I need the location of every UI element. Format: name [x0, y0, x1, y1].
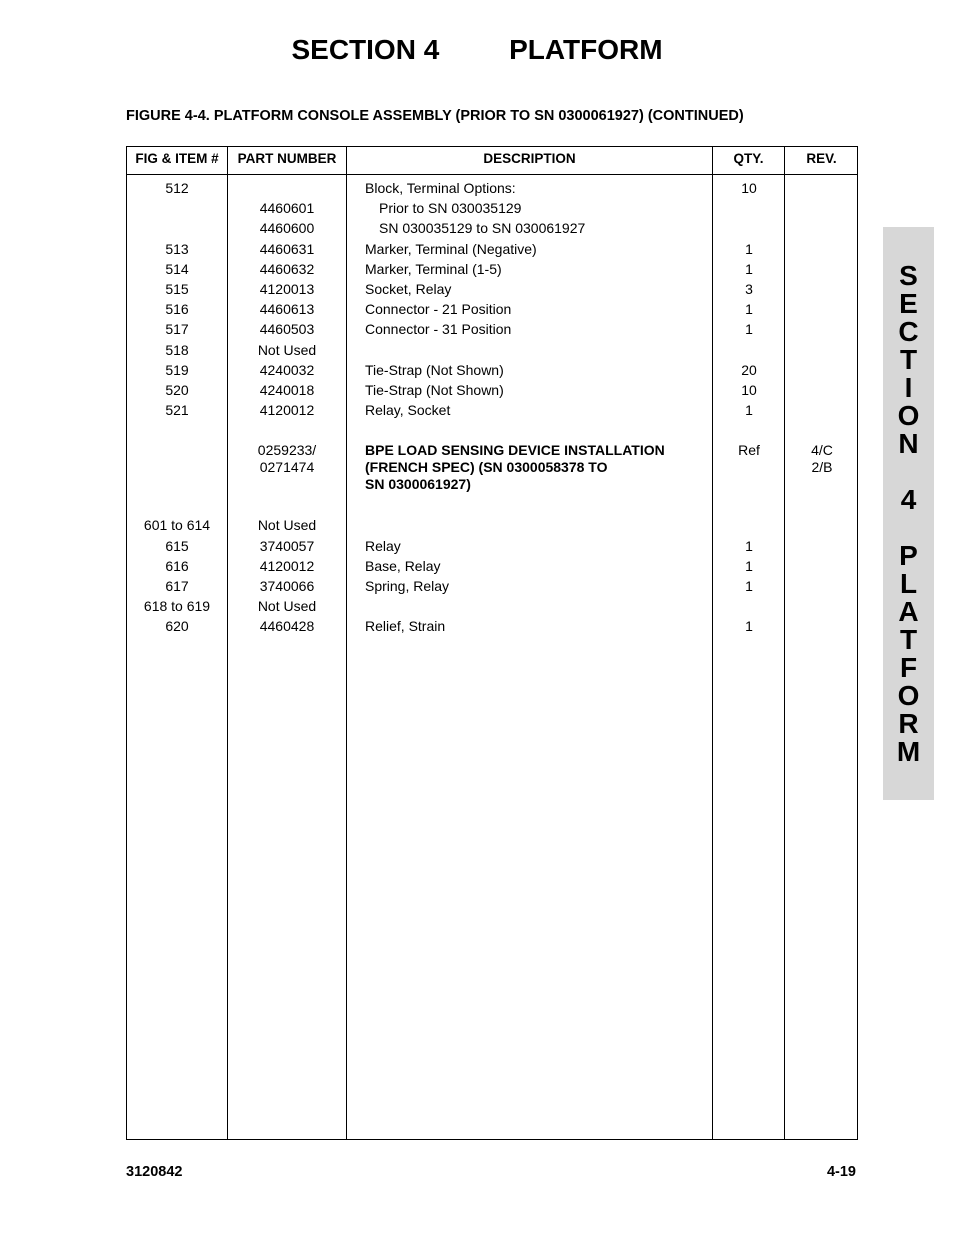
fig-item-cell: 519 — [165, 361, 189, 378]
part-number-cell: 4460631 — [259, 240, 315, 257]
fig-item-cell: 601 to 614 — [143, 517, 211, 534]
table-row — [127, 194, 857, 217]
part-number-line: 0259233/ — [257, 442, 317, 459]
fig-item-cell: 520 — [165, 381, 189, 398]
table-header — [127, 147, 857, 175]
part-number-cell — [228, 442, 346, 475]
table-row — [127, 532, 857, 552]
part-number-line: 0271474 — [259, 459, 315, 476]
side-tab-gap — [883, 458, 934, 486]
table-row — [127, 174, 857, 194]
table-row — [127, 214, 857, 237]
part-number-cell: 4460503 — [259, 321, 315, 338]
description-cell: Connector - 31 Position — [365, 321, 512, 338]
header-qty: QTY. — [733, 151, 764, 166]
qty-cell: 20 — [741, 361, 757, 378]
table-row — [127, 396, 857, 419]
fig-item-cell: 616 — [165, 557, 189, 574]
side-tab-letters — [883, 262, 934, 766]
side-tab-letter: E — [899, 288, 918, 319]
fig-item-cell: 617 — [165, 578, 189, 594]
description-cell: Prior to SN 030035129 — [379, 200, 522, 217]
side-tab-letter: L — [899, 568, 918, 599]
fig-item-cell: 518 — [165, 341, 189, 358]
table-row — [127, 295, 857, 318]
parts-table — [126, 146, 858, 1140]
figure-title: FIGURE 4-4. PLATFORM CONSOLE ASSEMBLY (PRIOR TO SN 0300061927) (CONTINUED) — [126, 108, 744, 124]
qty-cell: Ref — [738, 442, 760, 459]
part-number-cell: 4120012 — [259, 557, 315, 574]
assembly-description-cell — [365, 442, 665, 492]
qty-cell: 1 — [745, 537, 753, 554]
table-row — [127, 552, 857, 572]
description-cell: Marker, Terminal (Negative) — [365, 240, 537, 257]
assembly-description-line: BPE LOAD SENSING DEVICE INSTALLATION — [365, 442, 665, 459]
description-cell: Relay — [365, 537, 401, 554]
table-row — [127, 592, 857, 615]
qty-cell: 3 — [745, 280, 753, 297]
qty-cell: 1 — [745, 402, 753, 419]
page-header — [0, 34, 954, 66]
side-tab-letter: P — [899, 540, 918, 571]
description-cell: Marker, Terminal (1-5) — [365, 260, 502, 277]
qty-cell: 1 — [745, 321, 753, 338]
description-cell: Spring, Relay — [365, 578, 450, 594]
part-number-cell: Not Used — [257, 341, 317, 358]
part-number-cell: 4240018 — [259, 381, 315, 398]
qty-cell: 10 — [741, 381, 757, 398]
side-tab-letter: R — [898, 708, 919, 739]
table-row — [127, 356, 857, 376]
table-row — [127, 315, 857, 338]
table-row — [127, 572, 857, 592]
header-part-number: PART NUMBER — [237, 151, 337, 166]
side-tab-gap — [883, 514, 934, 542]
side-tab-letter: S — [899, 260, 918, 291]
side-tab-letter: M — [896, 736, 921, 767]
table-row — [127, 336, 857, 356]
part-number-cell: Not Used — [257, 517, 317, 534]
header-rev: REV. — [806, 151, 837, 166]
side-tab-letter: I — [904, 372, 913, 403]
description-cell: Base, Relay — [365, 557, 441, 574]
side-tab-letter: O — [897, 680, 920, 711]
qty-cell: 1 — [745, 240, 753, 257]
side-tab-letter: T — [899, 624, 918, 655]
part-number-cell: 3740066 — [259, 578, 315, 594]
rev-line: 4/C — [811, 442, 833, 459]
assembly-description-line: (FRENCH SPEC) (SN 0300058378 TO — [365, 459, 608, 476]
part-number-cell: 4120012 — [259, 402, 315, 419]
assembly-description-line: SN 0300061927) — [365, 475, 471, 492]
description-cell: SN 030035129 to SN 030061927 — [379, 220, 586, 237]
fig-item-cell: 618 to 619 — [143, 598, 211, 615]
fig-item-cell: 521 — [165, 402, 189, 419]
qty-cell: 1 — [745, 260, 753, 277]
table-row — [127, 376, 857, 396]
side-tab-letter: F — [899, 652, 918, 683]
table-row — [127, 275, 857, 295]
fig-item-cell: 513 — [165, 240, 189, 257]
part-number-cell: 4460428 — [259, 618, 315, 635]
description-cell: Connector - 21 Position — [365, 301, 512, 318]
qty-cell: 1 — [745, 301, 753, 318]
table-row — [127, 255, 857, 275]
section-number: SECTION 4 — [291, 34, 440, 65]
description-cell: Tie-Strap (Not Shown) — [365, 361, 504, 378]
part-number-cell: 4460613 — [259, 301, 315, 318]
side-tab-letter: C — [898, 316, 919, 347]
table-body — [127, 174, 857, 633]
fig-item-cell: 620 — [165, 618, 189, 635]
qty-cell: 1 — [745, 578, 753, 594]
description-cell: Relay, Socket — [365, 402, 451, 419]
side-tab-letter: 4 — [900, 484, 917, 515]
fig-item-cell: 514 — [165, 260, 189, 277]
table-row-assembly — [127, 436, 857, 511]
table-row — [127, 511, 857, 534]
section-title: PLATFORM — [509, 34, 663, 65]
rev-cell — [786, 442, 858, 475]
qty-cell: 1 — [745, 618, 753, 635]
part-number-cell: Not Used — [257, 598, 317, 615]
part-number-cell: 4120013 — [259, 280, 315, 297]
rev-line: 2/B — [811, 459, 833, 476]
qty-cell: 10 — [741, 180, 757, 196]
part-number-cell: 3740057 — [259, 537, 315, 554]
table-row-spacer — [127, 416, 857, 436]
header-description: DESCRIPTION — [483, 151, 576, 166]
side-tab-letter: N — [898, 428, 919, 459]
header-fig-item: FIG & ITEM # — [135, 151, 219, 166]
side-tab-letter: T — [899, 344, 918, 375]
qty-cell: 1 — [745, 557, 753, 574]
description-cell: Tie-Strap (Not Shown) — [365, 381, 504, 398]
side-tab-letter: A — [898, 596, 919, 627]
table-row — [127, 612, 857, 635]
side-tab-letter: O — [897, 400, 920, 431]
part-number-cell: 4240032 — [259, 361, 315, 378]
description-cell: Socket, Relay — [365, 280, 452, 297]
fig-item-cell: 517 — [165, 321, 189, 338]
fig-item-cell: 615 — [165, 537, 189, 554]
fig-item-cell: 515 — [165, 280, 189, 297]
fig-item-cell: 512 — [165, 180, 189, 196]
page-number: 4-19 — [826, 1164, 856, 1180]
table-row — [127, 235, 857, 255]
fig-item-cell: 516 — [165, 301, 189, 318]
part-number-cell: 4460601 — [259, 200, 315, 217]
description-cell: Block, Terminal Options: — [365, 180, 516, 196]
description-cell: Relief, Strain — [365, 618, 446, 635]
section-side-tab — [883, 227, 934, 800]
document-number: 3120842 — [126, 1164, 183, 1180]
part-number-cell: 4460600 — [259, 220, 315, 237]
part-number-cell: 4460632 — [259, 260, 315, 277]
